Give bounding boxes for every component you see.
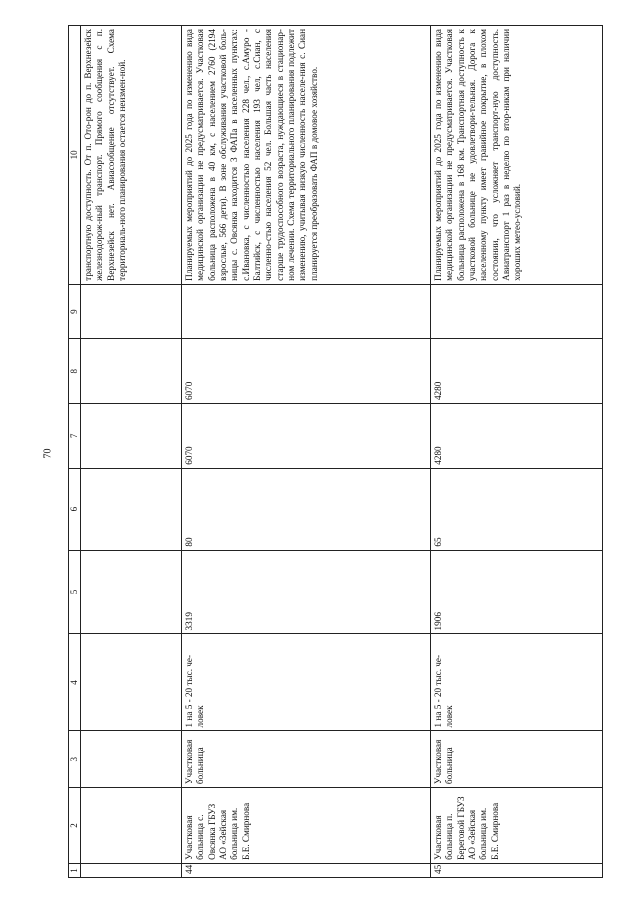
header-cell: 5 <box>69 550 81 634</box>
header-cell: 9 <box>69 284 81 339</box>
facility-norm: 1 на 5 - 20 тыс. че-ловек <box>182 634 431 731</box>
value-col-8: 6070 <box>182 339 431 404</box>
header-cell: 1 <box>69 863 81 877</box>
facility-norm: 1 на 5 - 20 тыс. че-ловек <box>431 634 603 731</box>
table-cell <box>81 284 182 339</box>
value-col-7: 4280 <box>431 404 603 469</box>
facility-name: Участковая больница п. Береговой ГБУЗ АО «Зейская больница им. Б.Е. Смирнова <box>431 788 603 864</box>
table-row <box>431 26 603 878</box>
table-row <box>182 26 431 878</box>
header-cell: 6 <box>69 468 81 550</box>
table-cell <box>81 788 182 864</box>
row-number: 44 <box>182 863 431 877</box>
facility-note: Планируемых мероприятий до 2025 года по изменению вида медицинской организации не предусматривается. Участковая больница расположена в 40 км, с населением 2760 (2194 взрослые, 566 дети). В зоне обслуживания участковой боль-ницы с. Овсянка находится 3 ФАПа в населенных пунктах: с.Ивановка, с численностью населения 228 чел., с.Амуро - Балтийск, с численностью населения 193 чел, с.Сиан, с численно-стью населения 52 чел. Большая часть населения старше трудоспособного возраста, нуждающиеся в стационар-ном лечении. Схема территориального планирования подлежит изменению, учитывая низкую численность населе-ния с. Сиан планируется преобразовать ФАП в домовое хозяйство. <box>182 26 431 285</box>
facility-note: Планируемых мероприятий до 2025 года по изменению вида медицинской организации не предусматривается. Участковая больница расположена в 168 км. Транспортная доступность к участковой больнице не удовлетвори-тельная. Дорога к населенному пункту имеет гравийное покрытие, в плохом состоянии, что усложняет транспорт-ную доступность. Авиатранспорт 1 раз в неделю по втор-никам при наличии хороших метео-условий. <box>431 26 603 285</box>
value-col-8: 4280 <box>431 339 603 404</box>
table-cell <box>81 404 182 469</box>
header-cell: 10 <box>69 26 81 285</box>
value-col-6: 80 <box>182 468 431 550</box>
row-number: 45 <box>431 863 603 877</box>
facility-type: Участковая больница <box>182 731 431 788</box>
table-header-row <box>69 26 81 878</box>
table-cell <box>81 863 182 877</box>
value-col-9 <box>431 284 603 339</box>
header-cell: 4 <box>69 634 81 731</box>
table-cell <box>81 634 182 731</box>
value-col-5: 3319 <box>182 550 431 634</box>
table-cell <box>81 731 182 788</box>
continuation-note: транспортную доступность. От п. Ото-рон до п. Верхнезейск железнодорож-ный транспорт. Прямого сообщения с п. Верхнезейск нет. Авиасообщение отсутствует. Схема территориаль-ного планирования остается неизмен-ной. <box>81 26 182 285</box>
medical-facilities-table <box>68 25 603 878</box>
header-cell: 7 <box>69 404 81 469</box>
page-number: 70 <box>42 448 54 459</box>
value-col-5: 1906 <box>431 550 603 634</box>
value-col-6: 65 <box>431 468 603 550</box>
table-cell <box>81 339 182 404</box>
rotated-table-wrapper <box>68 25 603 878</box>
table-cell <box>81 550 182 634</box>
header-cell: 3 <box>69 731 81 788</box>
header-cell: 8 <box>69 339 81 404</box>
facility-type: Участковая больница <box>431 731 603 788</box>
table-row-continuation <box>81 26 182 878</box>
header-cell: 2 <box>69 788 81 864</box>
facility-name: Участковая больница с. Овсянка ГБУЗ АО «Зейская больница им. Б.Е. Смирнова <box>182 788 431 864</box>
value-col-7: 6070 <box>182 404 431 469</box>
value-col-9 <box>182 284 431 339</box>
table-cell <box>81 468 182 550</box>
